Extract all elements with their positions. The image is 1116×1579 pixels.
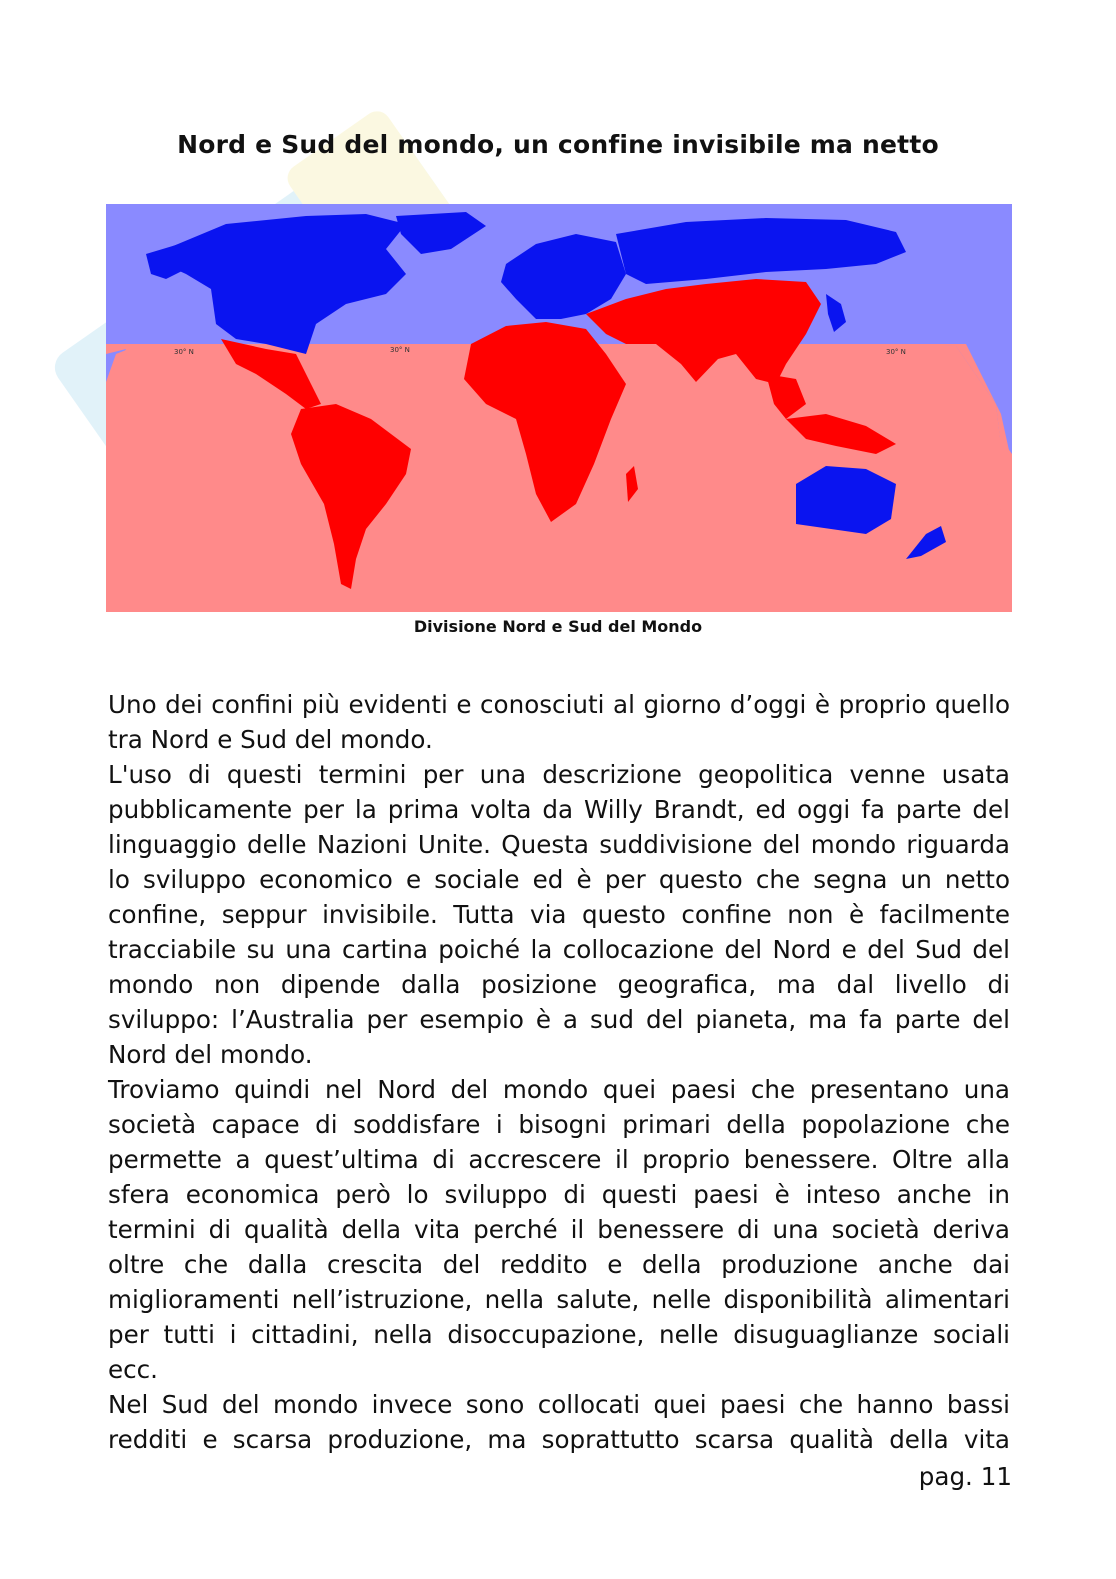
paragraph: Nel Sud del mondo invece sono collocati quei paesi che hanno bassi redditi e scarsa produzione, ma soprattutto scarsa qualità della vita: [108, 1390, 1010, 1454]
paragraph: Troviamo quindi nel Nord del mondo quei paesi che presentano una società capace di soddisfare i bisogni primari della popolazione che permette a quest’ultima di accrescere il proprio benessere. Oltre alla sfera economica però lo sviluppo di questi paesi è inteso anche in termini di qualità della vita perché il benessere di una società deriva oltre che dalla crescita del reddito e della produzione anche dai miglioramenti nell’istruzione, nella salute, nelle disponibilità alimentari per tutti i cittadini, nella disoccupazione, nelle disuguaglianze sociali ecc.: [108, 1075, 1010, 1384]
latitude-label-1: 30° N: [174, 348, 194, 356]
page-title: Nord e Sud del mondo, un confine invisibile ma netto: [177, 130, 939, 159]
body-text: [108, 687, 1010, 1457]
latitude-label-3: 30° N: [886, 348, 906, 356]
page-number: pag. 11: [918, 1462, 1012, 1491]
paragraph: L'uso di questi termini per una descrizione geopolitica venne usata pubblicamente per la prima volta da Willy Brandt, ed oggi fa parte del linguaggio delle Nazioni Unite. Questa suddivisione del mondo riguarda lo sviluppo economico e sociale ed è per questo che segna un netto confine, seppur invisibile. Tutta via questo confine non è facilmente tracciabile su una cartina poiché la collocazione del Nord e del Sud del mondo non dipende dalla posizione geografica, ma dal livello di sviluppo: l’Australia per esempio è a sud del pianeta, ma fa parte del Nord del mondo.: [108, 760, 1010, 1069]
latitude-label-2: 30° N: [390, 346, 410, 354]
world-map-figure: [106, 204, 1012, 612]
paragraph: Uno dei confini più evidenti e conosciuti al giorno d’oggi è proprio quello tra Nord e Sud del mondo.: [108, 690, 1010, 754]
figure-caption: Divisione Nord e Sud del Mondo: [413, 617, 703, 636]
